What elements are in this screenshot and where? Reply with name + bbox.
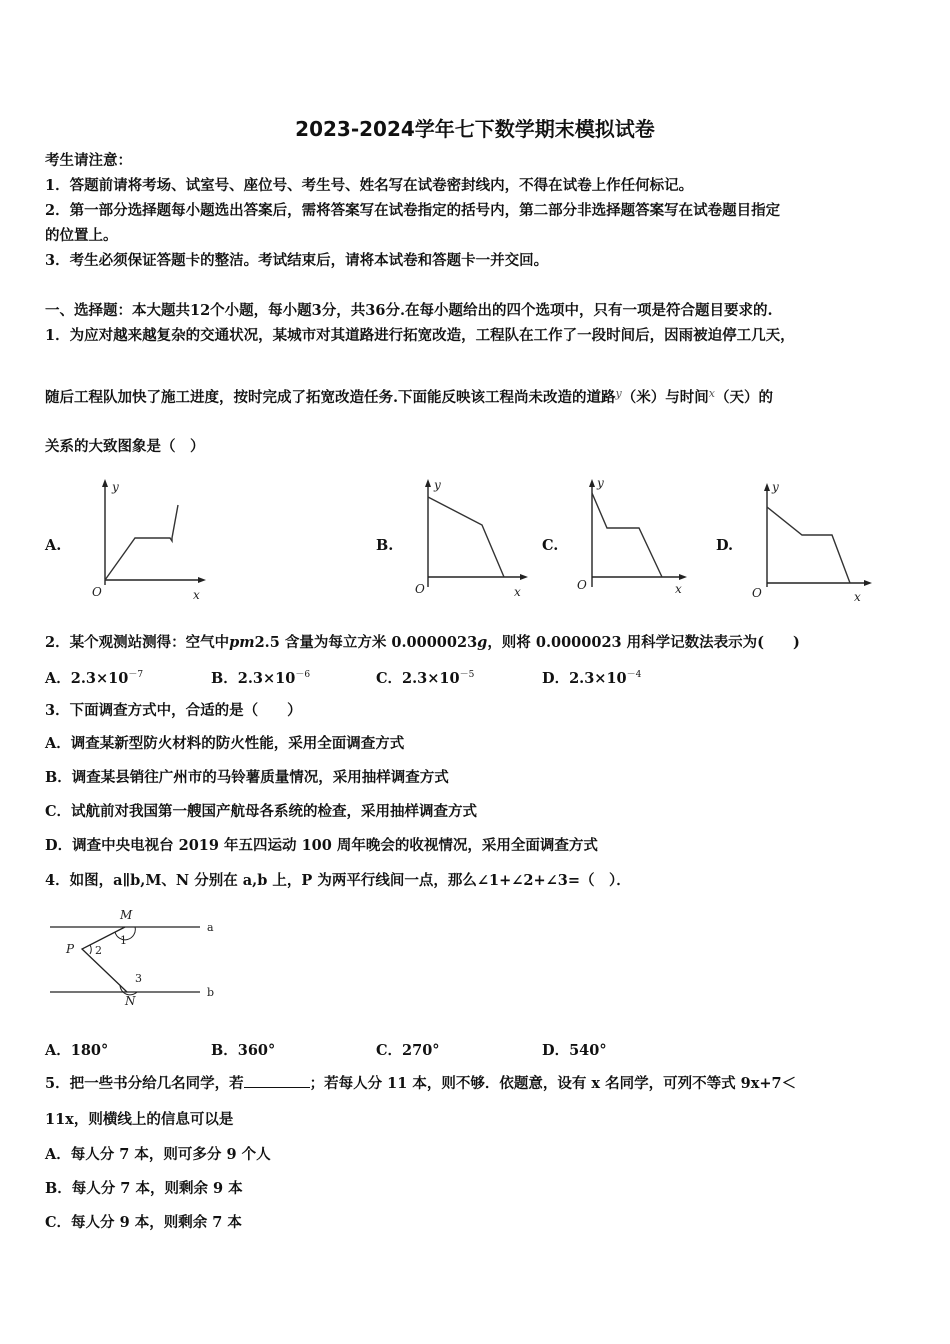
q1-option-d[interactable]: D. xyxy=(716,537,734,554)
q5-option-a[interactable]: A．每人分 7 本，则可多分 9 个人 xyxy=(45,1146,271,1163)
q1-graph-a xyxy=(90,475,210,603)
q5-option-c[interactable]: C．每人分 9 本，则剩余 7 本 xyxy=(45,1214,242,1231)
q1-graph-c xyxy=(577,475,697,603)
answer-blank[interactable] xyxy=(244,1073,310,1088)
q4-option-b[interactable]: B．360° xyxy=(211,1042,276,1059)
q4-figure xyxy=(45,905,225,1010)
svg-text:O: O xyxy=(577,578,587,592)
line-a-label: a xyxy=(207,921,214,934)
axis-x-label: x xyxy=(193,588,200,602)
q3-option-d[interactable]: D．调查中央电视台 2019 年五四运动 100 周年晚会的收视情况，采用全面调查方式 xyxy=(45,837,598,854)
svg-text:y: y xyxy=(772,480,779,494)
q1-graph-b xyxy=(412,475,532,603)
q3-option-a[interactable]: A．调查某新型防火材料的防火性能，采用全面调查方式 xyxy=(45,735,405,752)
notice-heading: 考生请注意： xyxy=(45,152,132,169)
angle-3-label: 3 xyxy=(135,972,142,985)
point-m-label: M xyxy=(120,908,133,922)
q2-option-c[interactable]: C．$2.3\times 10^{-5}$ xyxy=(376,670,475,687)
q1-graph-d xyxy=(752,475,877,603)
angle-1-label: 1 xyxy=(120,934,127,947)
svg-text:x: x xyxy=(854,590,861,604)
q1-option-c[interactable]: C. xyxy=(542,537,559,554)
page-title: 2023-2024学年七下数学期末模拟试卷 xyxy=(295,117,655,141)
svg-text:O: O xyxy=(415,582,425,596)
q2-stem: 2．某个观测站测得：空气中pm2.5 含量为每立方米 0.0000023g，则将 0.0000023 用科学记数法表示为( ) xyxy=(45,634,800,651)
q1-line2: 随后工程队加快了施工进度，按时完成了拓宽改造任务.下面能反映该工程尚未改造的道路$^y$（米）与时间$^x$（天）的 xyxy=(45,387,773,406)
notice-item-2-cont: 的位置上。 xyxy=(45,227,118,244)
point-p-label: P xyxy=(66,942,75,956)
q2-option-a[interactable]: A．$2.3\times 10^{-7}$ xyxy=(45,670,144,687)
q5-line2: 11x，则横线上的信息可以是 xyxy=(45,1111,234,1128)
q1-line3: 关系的大致图象是（ ） xyxy=(45,438,205,455)
svg-text:x: x xyxy=(514,585,521,599)
q3-option-c[interactable]: C．试航前对我国第一艘国产航母各系统的检查，采用抽样调查方式 xyxy=(45,803,478,820)
svg-text:x: x xyxy=(675,582,682,596)
q5-stem: 5．把一些书分给几名同学，若 ；若每人分 11 本，则不够．依题意，设有 x 名同学，可列不等式 9x+7＜ xyxy=(45,1075,797,1092)
section-heading: 一、选择题：本大题共12个小题，每小题3分，共36分.在每小题给出的四个选项中，只有一项是符合题目要求的. xyxy=(45,302,773,319)
q3-option-b[interactable]: B．调查某县销往广州市的马铃薯质量情况，采用抽样调查方式 xyxy=(45,769,449,786)
q1-option-a[interactable]: A. xyxy=(45,537,62,554)
q2-option-b[interactable]: B．$2.3\times 10^{-6}$ xyxy=(211,670,311,687)
q4-stem: 4．如图，a∥b,M、N 分别在 a,b 上，P 为两平行线间一点，那么∠1+∠2+∠3=（ ）． xyxy=(45,872,631,889)
q4-option-c[interactable]: C．270° xyxy=(376,1042,440,1059)
notice-item-2: 2．第一部分选择题每小题选出答案后，需将答案写在试卷指定的括号内，第二部分非选择题答案写在试卷题目指定 xyxy=(45,202,781,219)
q4-option-d[interactable]: D．540° xyxy=(542,1042,607,1059)
q3-stem: 3．下面调查方式中，合适的是（ ） xyxy=(45,702,302,719)
angle-2-label: 2 xyxy=(95,944,102,957)
line-b-label: b xyxy=(207,986,215,999)
q4-option-a[interactable]: A．180° xyxy=(45,1042,109,1059)
svg-text:O: O xyxy=(752,586,762,600)
svg-text:y: y xyxy=(434,478,441,492)
svg-text:y: y xyxy=(597,476,604,490)
axis-y-label: y xyxy=(112,480,119,494)
q1-line1: 1．为应对越来越复杂的交通状况，某城市对其道路进行拓宽改造，工程队在工作了一段时间后，因雨被迫停工几天， xyxy=(45,327,795,344)
var-x: x xyxy=(708,387,715,400)
point-n-label: N xyxy=(125,994,136,1008)
notice-item-3: 3．考生必须保证答题卡的整洁。考试结束后，请将本试卷和答题卡一并交回。 xyxy=(45,252,549,269)
q5-option-b[interactable]: B．每人分 7 本，则剩余 9 本 xyxy=(45,1180,243,1197)
origin-label: O xyxy=(92,585,102,599)
q1-option-b[interactable]: B. xyxy=(376,537,394,554)
var-y: y xyxy=(615,387,622,400)
q2-option-d[interactable]: D．$2.3\times 10^{-4}$ xyxy=(542,670,642,687)
notice-item-1: 1．答题前请将考场、试室号、座位号、考生号、姓名写在试卷密封线内，不得在试卷上作任何标记。 xyxy=(45,177,694,194)
